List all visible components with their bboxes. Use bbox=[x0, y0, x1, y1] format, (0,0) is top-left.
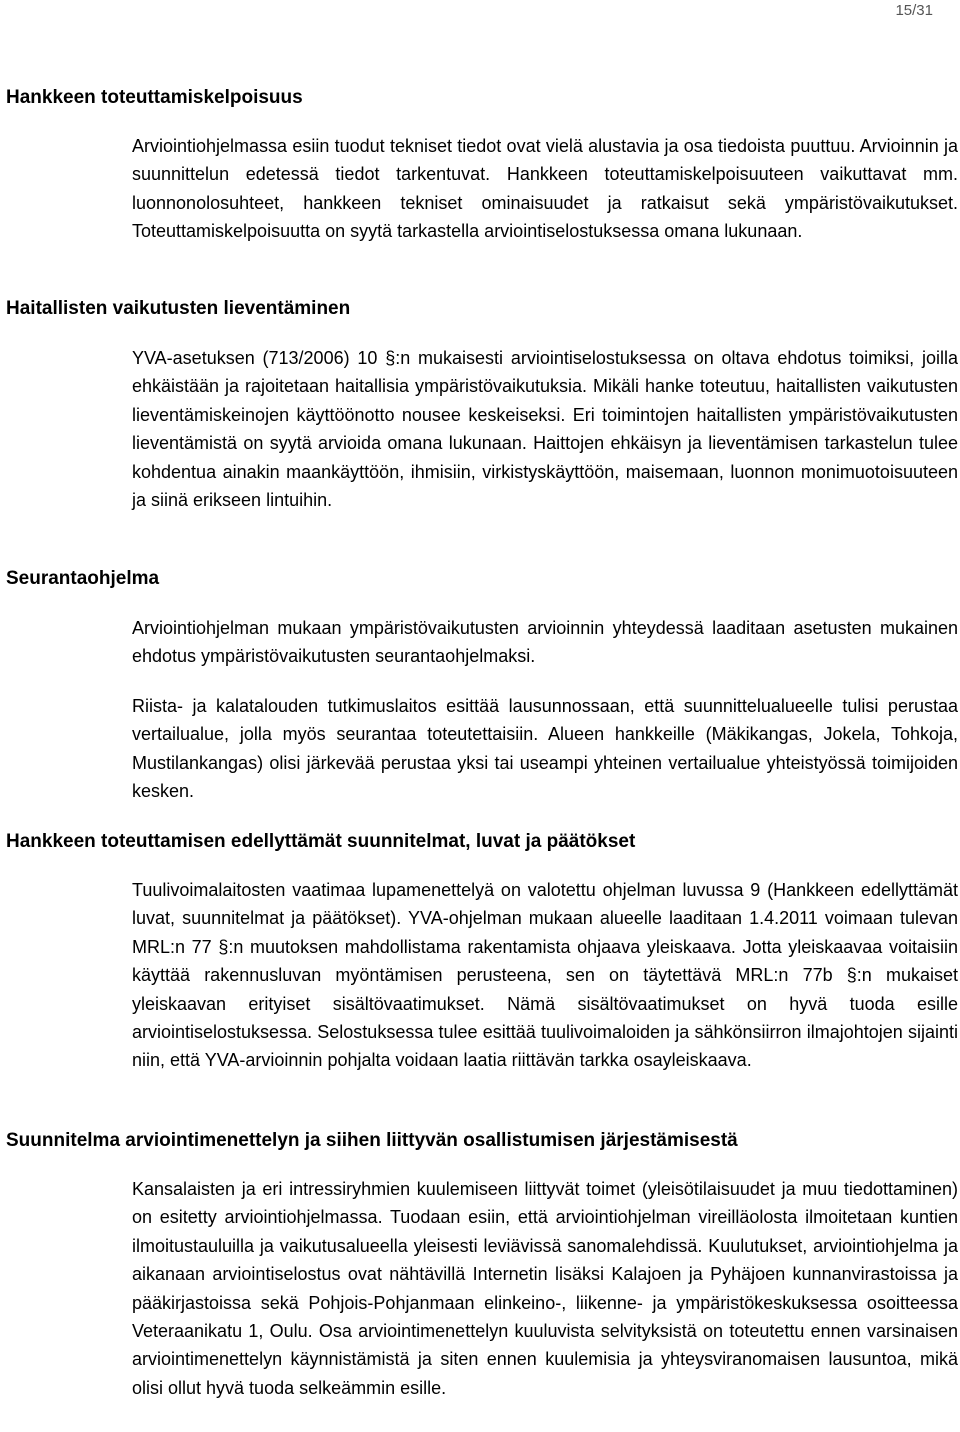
paragraph-osallistuminen: Kansalaisten ja eri intressiryhmien kuulemiseen liittyvät toimet (yleisötilaisuudet ja muu tiedottaminen) on esitetty arviointiohjelmassa. Tuodaan esiin, että arviointiohjelman vireilläolosta ilmoitetaan kuntien ilmoitustauluilla ja vaikutusalueella yleisesti leviävissä sanomalehdissä. Kuulutukset, arviointiohjelma ja aikanaan arviointiselostus ovat nähtävillä Internetin lisäksi Kalajoen ja Pyhäjoen kunnanvirastoissa ja pääkirjastoissa sekä Pohjois-Pohjanmaan elinkeino-, liikenne- ja ympäristökeskuksessa osoitteessa Veteraanikatu 1, Oulu. Osa arviointimenettelyn kuuluvista selvityksistä on toteutettu ennen varsinaisen arviointimenettelyn käynnistämistä ja siten ennen kuulemisia ja yhteysviranomaisen lausuntoa, mikä olisi ollut hyvä tuoda selkeämmin esille. bbox=[132, 1179, 958, 1398]
heading-lieventaminen: Haitallisten vaikutusten lieventäminen bbox=[6, 298, 351, 319]
paragraph-lieventaminen: YVA-asetuksen (713/2006) 10 §:n mukaisesti arviointiselostuksessa on oltava ehdotus toimiksi, joilla ehkäistään ja rajoitetaan haitallisia ympäristövaikutuksia. Mikäli hanke toteutuu, haitallisten vaikutusten lieventämiskeinojen käyttöönotto nousee keskeiseksi. Eri toimintojen haitallisten ympäristövaikutusten lieventämistä on syytä arvioida omana lukunaan. Haittojen ehkäisyn ja lieventämisen tarkastelun tulee kohdentua ainakin maankäyttöön, ihmisiin, virkistyskäyttöön, maisemaan, luonnon monimuotoisuuteen ja siinä erikseen lintuihin. bbox=[132, 348, 958, 511]
page-number: 15/31 bbox=[895, 2, 933, 19]
paragraph-seurantaohjelma-1: Arviointiohjelman mukaan ympäristövaikutusten arvioinnin yhteydessä laaditaan asetusten mukainen ehdotus ympäristövaikutusten seurantaohjelmaksi. bbox=[132, 618, 958, 667]
heading-suunnitelmat-luvat: Hankkeen toteuttamisen edellyttämät suunnitelmat, luvat ja päätökset bbox=[6, 831, 636, 852]
paragraph-seurantaohjelma-2: Riista- ja kalatalouden tutkimuslaitos esittää lausunnossaan, että suunnittelualueelle tulisi perustaa vertailualue, jolla myös seurantaa toteutettaisiin. Alueen hankkeille (Mäkikangas, Jokela, Tohkoja, Mustilankangas) olisi järkevää perustaa yksi tai useampi yhteinen vertailualue yhteistyössä toimijoiden kesken. bbox=[132, 696, 958, 802]
heading-osallistuminen: Suunnitelma arviointimenettelyn ja siihen liittyvän osallistumisen järjestämisestä bbox=[6, 1130, 738, 1151]
heading-seurantaohjelma: Seurantaohjelma bbox=[6, 568, 160, 589]
heading-toteuttamiskelpoisuus: Hankkeen toteuttamiskelpoisuus bbox=[6, 87, 303, 108]
paragraph-toteuttamiskelpoisuus: Arviointiohjelmassa esiin tuodut tekniset tiedot ovat vielä alustavia ja osa tiedoista puuttuu. Arvioinnin ja suunnittelun edetessä tiedot tarkentuvat. Hankkeen toteuttamiskelpoisuuteen vaikuttavat mm. luonnonolosuhteet, hankkeen tekniset ominaisuudet ja ratkaisut sekä ympäristövaikutukset. Toteuttamiskelpoisuutta on syytä tarkastella arviointiselostuksessa omana lukunaan. bbox=[132, 136, 958, 242]
paragraph-suunnitelmat-luvat: Tuulivoimalaitosten vaatimaa lupamenettelyä on valotettu ohjelman luvussa 9 (Hankkeen edellyttämät luvat, suunnitelmat ja päätökset). YVA-ohjelman mukaan alueelle laaditaan 1.4.2011 voimaan tulevan MRL:n 77 §:n muutoksen mahdollistama rakentamista ohjaava yleiskaava. Jotta yleiskaavaa voitaisiin käyttää rakennusluvan myöntämisen perusteena, sen on täytettävä MRL:n 77b §:n mukaiset yleiskaavan erityiset sisältövaatimukset. Nämä sisältövaatimukset on hyvä tuoda esille arviointiselostuksessa. Selostuksessa tulee esittää tuulivoimaloiden ja sähkönsiirron ilmajohtojen sijainti niin, että YVA-arvioinnin pohjalta voidaan laatia riittävän tarkka osayleiskaava. bbox=[132, 880, 958, 1071]
